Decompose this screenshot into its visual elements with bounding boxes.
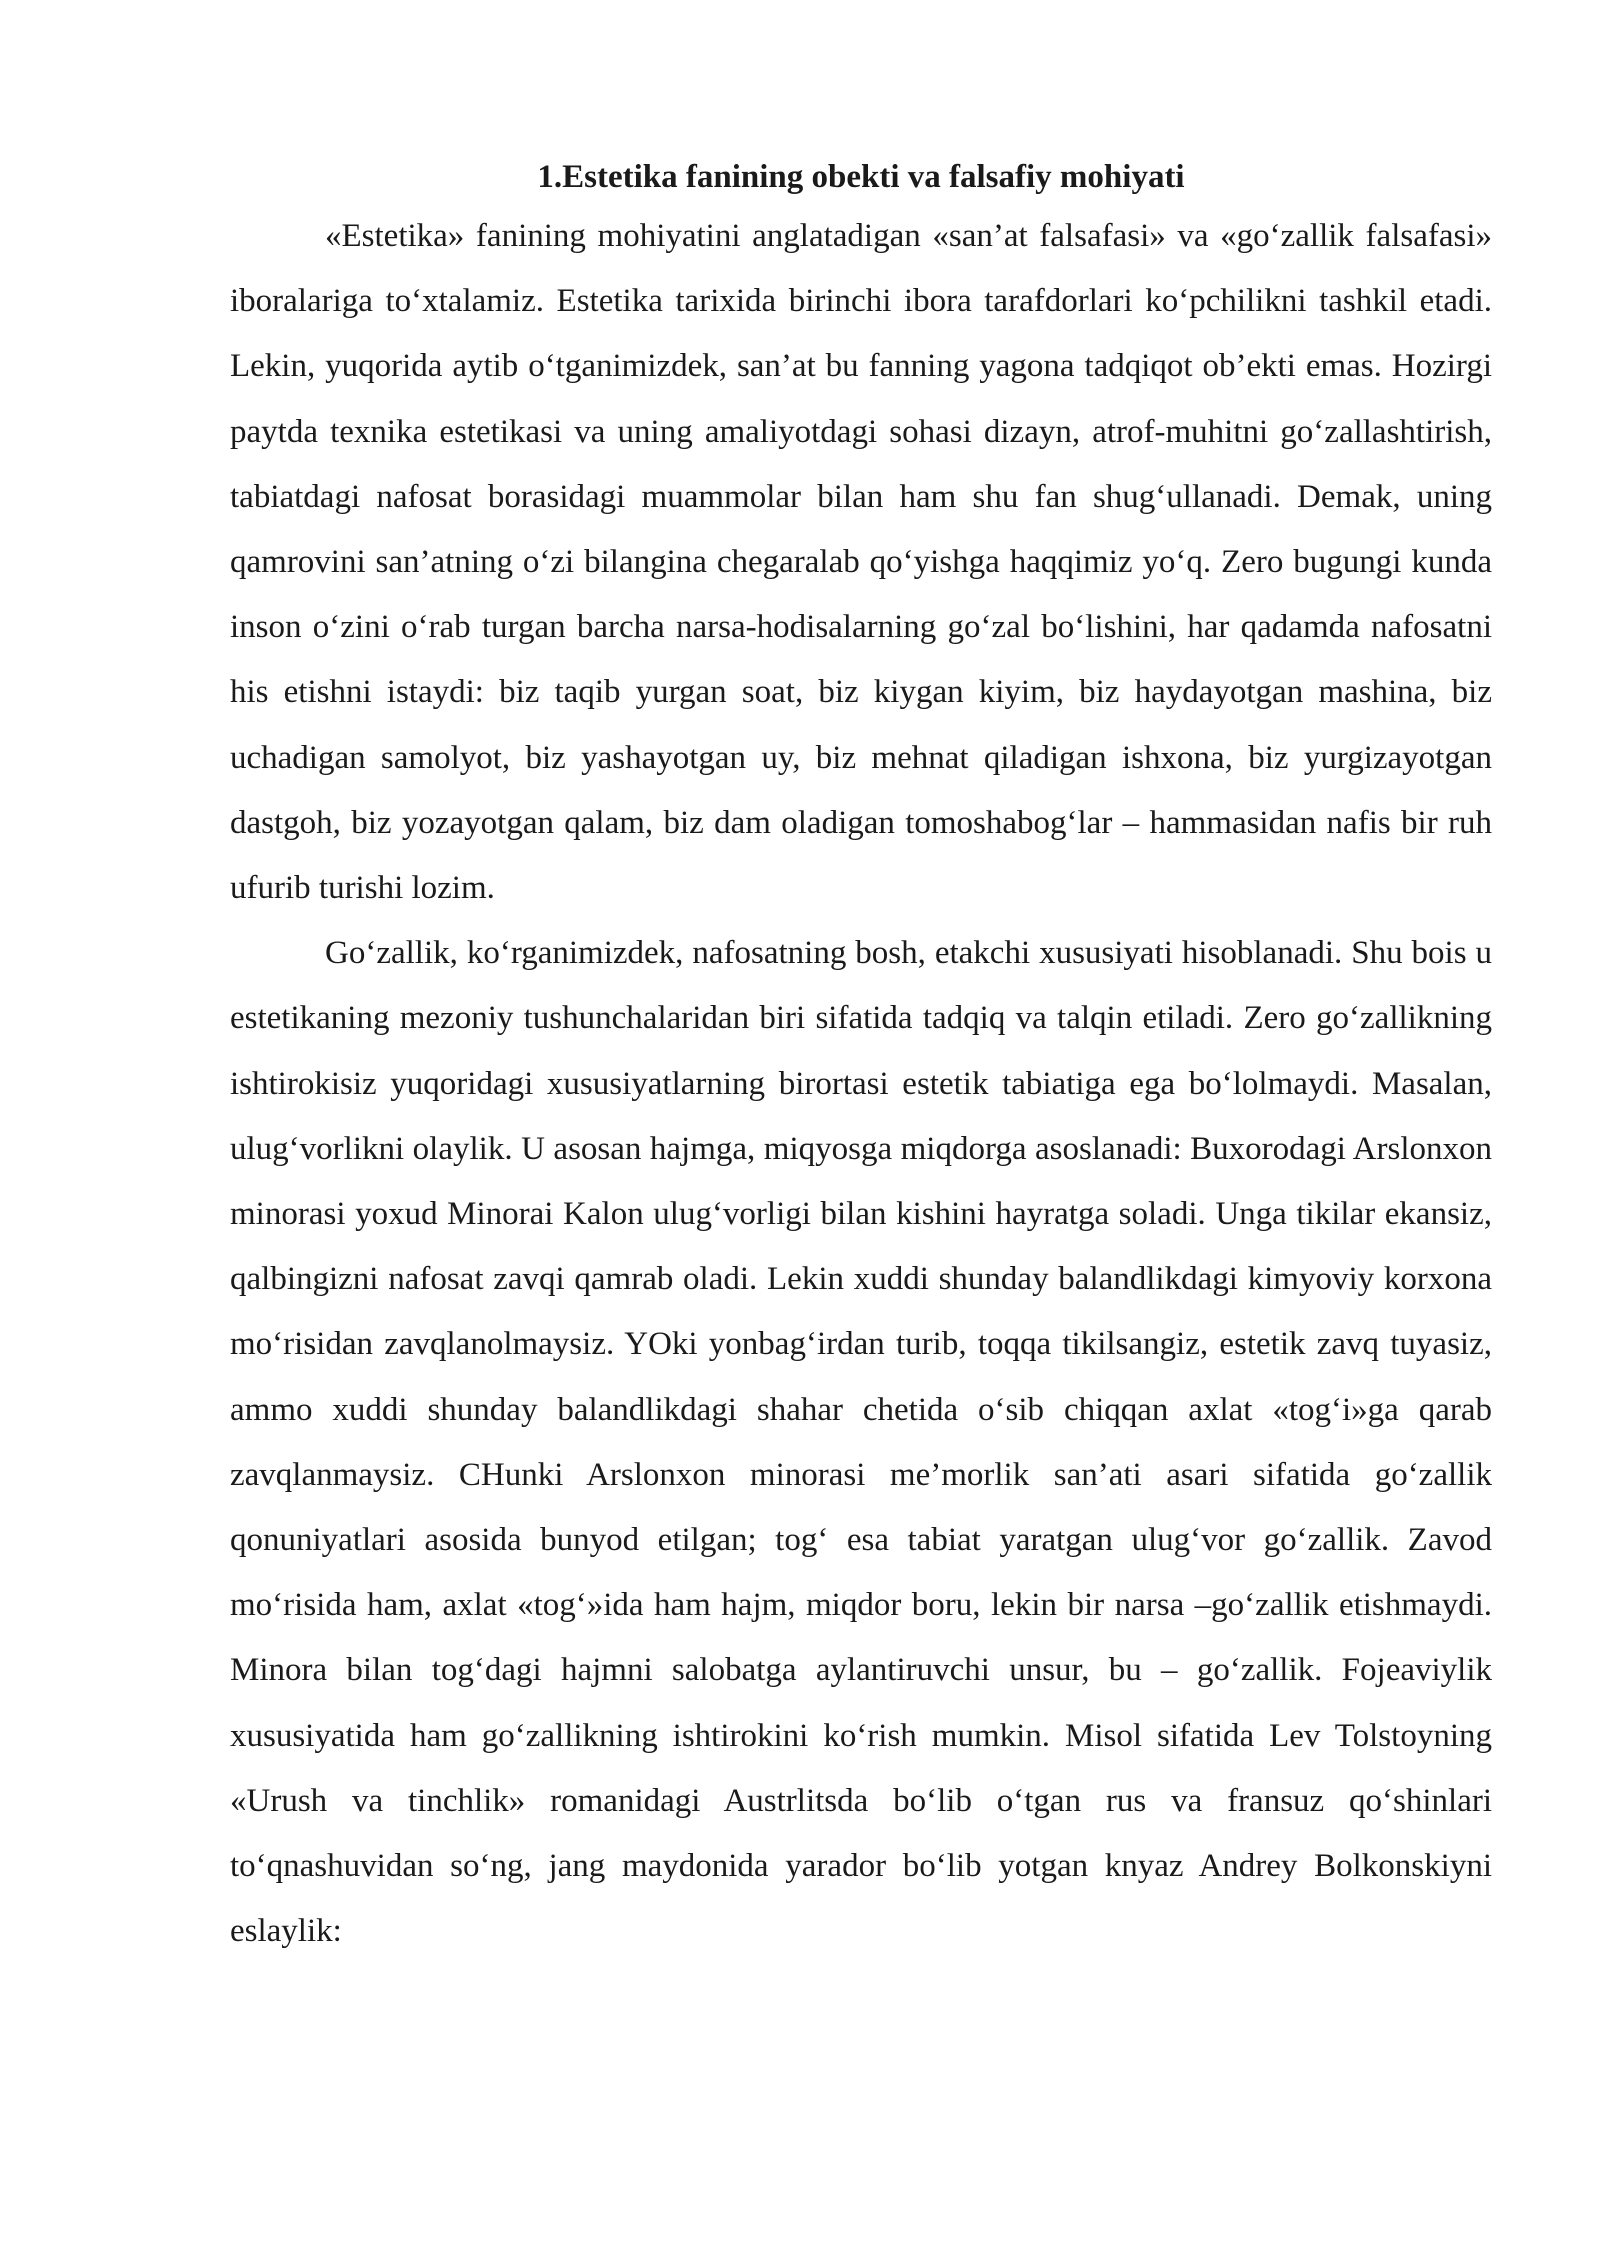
- document-body: [230, 150, 1492, 1964]
- paragraph-2: Go‘zallik, ko‘rganimizdek, nafosatning bosh, etakchi xususiyati hisoblanadi. Shu bois u estetikaning mezoniy tushunchalaridan biri sifatida tadqiq va talqin etiladi. Zero go‘zallikning ishtirokisiz yuqoridagi xususiyatlarning birortasi estetik tabiatiga ega bo‘lolmaydi. Masalan, ulug‘vorlikni olaylik. U asosan hajmga, miqyosga miqdorga asoslanadi: Buxorodagi Arslonxon minorasi yoxud Minorai Kalon ulug‘vorligi bilan kishini hayratga soladi. Unga tikilar ekansiz, qalbingizni nafosat zavqi qamrab oladi. Lekin xuddi shunday balandlikdagi kimyoviy korxona mo‘risidan zavqlanolmaysiz. YOki yonbag‘irdan turib, toqqa tikilsangiz, estetik zavq tuyasiz, ammo xuddi shunday balandlikdagi shahar chetida o‘sib chiqqan axlat «tog‘i»ga qarab zavqlanmaysiz. CHunki Arslonxon minorasi me’morlik san’ati asari sifatida go‘zallik qonuniyatlari asosida bunyod etilgan; tog‘ esa tabiat yaratgan ulug‘vor go‘zallik. Zavod mo‘risida ham, axlat «tog‘»ida ham hajm, miqdor boru, lekin bir narsa –go‘zallik etishmaydi. Minora bilan tog‘dagi hajmni salobatga aylantiruvchi unsur, bu – go‘zallik. Fojeaviylik xususiyatida ham go‘zallikning ishtirokini ko‘rish mumkin. Misol sifatida Lev Tolstoyning «Urush va tinchlik» romanidagi Austrlitsda bo‘lib o‘tgan rus va fransuz qo‘shinlari to‘qnashuvidan so‘ng, jang maydonida yarador bo‘lib yotgan knyaz Andrey Bolkonskiyni eslaylik:: [230, 935, 1492, 1950]
- paragraph-1: «Estetika» fanining mohiyatini anglatadigan «san’at falsafasi» va «go‘zallik falsafasi» iboralariga to‘xtalamiz. Estetika tarixida birinchi ibora tarafdorlari ko‘pchilikni tashkil etadi. Lekin, yuqorida aytib o‘tganimizdek, san’at bu fanning yagona tadqiqot ob’ekti emas. Hozirgi paytda texnika estetikasi va uning amaliyotdagi sohasi dizayn, atrof-muhitni go‘zallashtirish, tabiatdagi nafosat borasidagi muammolar bilan ham shu fan shug‘ullanadi. Demak, uning qamrovini san’atning o‘zi bilangina chegaralab qo‘yishga haqqimiz yo‘q. Zero bugungi kunda inson o‘zini o‘rab turgan barcha narsa-hodisalarning go‘zal bo‘lishini, har qadamda nafosatni his etishni istaydi: biz taqib yurgan soat, biz kiygan kiyim, biz haydayotgan mashina, biz uchadigan samolyot, biz yashayotgan uy, biz mehnat qiladigan ishxona, biz yurgizayotgan dastgoh, biz yozayotgan qalam, biz dam oladigan tomoshabog‘lar – hammasidan nafis bir ruh ufurib turishi lozim.: [230, 218, 1492, 907]
- document-title: 1.Estetika fanining obekti va falsafiy mohiyati: [537, 159, 1185, 195]
